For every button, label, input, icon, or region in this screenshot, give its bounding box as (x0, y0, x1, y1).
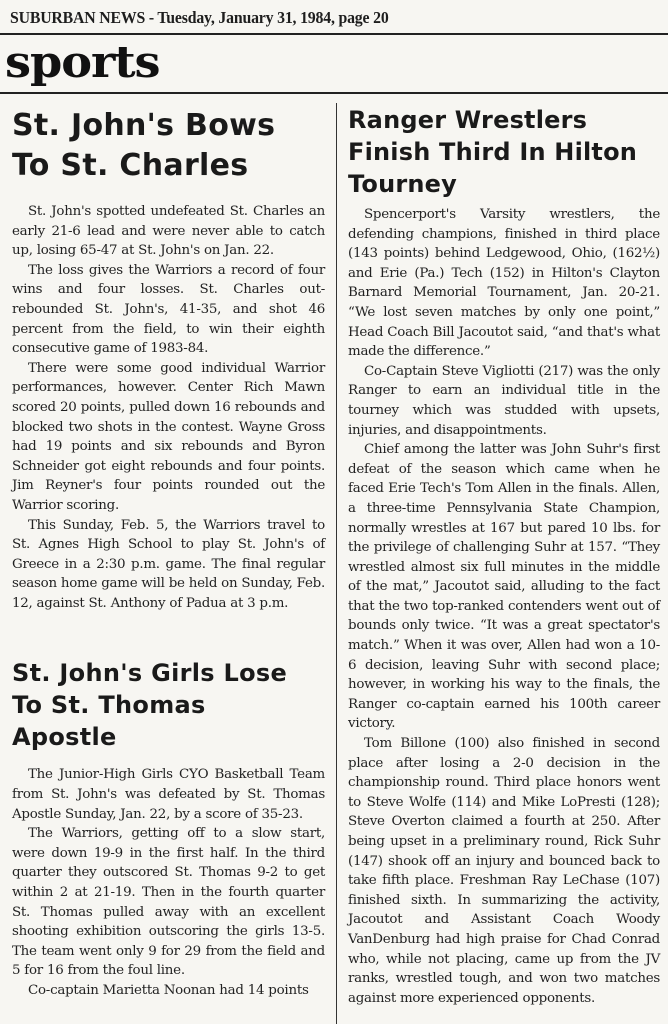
article-st-johns-bows (12, 106, 325, 613)
right-column (348, 100, 660, 1008)
paragraph: Chief among the latter was John Suhr's first defeat of the season which came when he faced Erie Tech's Tom Allen in the finals. Allen, a three-time Pennsylvania State Champion, normally wrestles at 167 but pared 10 lbs. for the privilege of challenging Suhr at 157. “They wrestled almost six full minutes in the middle of the mat,” Jacoutot said, alluding to the fact that the two top-ranked contenders went out of bounds only twice. “It was a great spectator's match.” When it was over, Allen had won a 10-6 decision, leaving Suhr with second place; however, in working his way to the finals, the Ranger co-captain earned his 100th career victory. (348, 442, 660, 732)
headline (12, 657, 325, 753)
article-body (12, 765, 325, 1000)
headline-line: To St. Charles (12, 148, 249, 183)
header-rule-top (0, 33, 668, 35)
column-divider (336, 103, 337, 1024)
paragraph: Tom Billone (100) also finished in second place after losing a 2-0 decision in the championship round. Third place honors went to Steve Wolfe (114) and Mike LoPresti (128); Steve Overton claimed a fourth at 250. After being upset in a preliminary round, Rick Suhr (147) shook off an injury and bounced back to take fifth place. Freshman Ray LeChase (107) finished sixth. In summarizing the activity, Jacoutot and Assistant Coach Woody VanDenburg had high praise for Chad Conrad who, while not placing, came up from the JV ranks, wrestled tough, and won two matches against more experienced opponents. (348, 736, 660, 1006)
paragraph: This Sunday, Feb. 5, the Warriors travel to St. Agnes High School to play St. John's of Greece in a 2:30 p.m. game. The final regular season home game will be held on Sunday, Feb. 12, against St. Anthony of Padua at 3 p.m. (12, 517, 325, 611)
paragraph: There were some good individual Warrior performances, however. Center Rich Mawn scored 20 points, pulled down 16 rebounds and blocked two shots in the contest. Wayne Gross had 19 points and six rebounds and Byron Schneider got eight rebounds and four points. Jim Reyner's four points rounded out the Warrior scoring. (12, 360, 325, 513)
article-body (12, 202, 325, 613)
headline-line: St. John's Girls Lose (12, 659, 288, 688)
paragraph: St. John's spotted undefeated St. Charles an early 21-6 lead and were never able to catch up, losing 65-47 at St. John's on Jan. 22. (12, 204, 325, 259)
paragraph: Co-Captain Steve Vigliotti (217) was the only Ranger to earn an individual title in the tourney which was studded with upsets, injuries, and disappointments. (348, 363, 660, 438)
paragraph: The loss gives the Warriors a record of four wins and four losses. St. Charles out-rebounded St. John's, 41-35, and shot 46 percent from the field, to win their eighth consecutive game of 1983-84. (12, 262, 325, 357)
headline (12, 106, 325, 186)
headline-line: Finish Third In Hilton (348, 138, 638, 166)
headline-line: To St. Thomas (12, 691, 206, 720)
headline-line: Ranger Wrestlers (348, 106, 588, 134)
header-rule-bottom (0, 92, 668, 94)
headline (348, 104, 660, 200)
section-title: sports (5, 37, 160, 88)
headline-line: St. John's Bows (12, 108, 276, 143)
headline-line: Apostle (12, 723, 117, 752)
paragraph: The Warriors, getting off to a slow start, were down 19-9 in the first half. In the third quarter they outscored St. Thomas 9-2 to get within 2 at 21-19. Then in the fourth quarter St. Thomas pulled away with an excellent shooting exhibition outscoring the girls 13-5. The team went only 9 for 29 from the field and 5 for 16 from the foul line. (12, 826, 325, 979)
article-ranger-wrestlers (348, 104, 660, 1008)
paragraph: The Junior-High Girls CYO Basketball Team from St. John's was defeated by St. Thomas Apostle Sunday, Jan. 22, by a score of 35-23. (12, 767, 325, 822)
paragraph: Spencerport's Varsity wrestlers, the defending champions, finished in third place (143 points) behind Ledgewood, Ohio, (162½) and Erie (Pa.) Tech (152) in Hilton's Clayton Barnard Memorial Tournament, Jan. 20-21. “We lost seven matches by only one point,” Head Coach Bill Jacoutot said, “and that's what made the difference.” (348, 207, 660, 360)
paragraph: Co-captain Marietta Noonan had 14 points (28, 983, 309, 998)
article-girls-lose (12, 657, 325, 1000)
left-column (12, 100, 325, 1001)
article-body (348, 205, 660, 1008)
headline-line: Tourney (348, 170, 458, 198)
masthead: SUBURBAN NEWS - Tuesday, January 31, 1984, page 20 (10, 8, 389, 27)
